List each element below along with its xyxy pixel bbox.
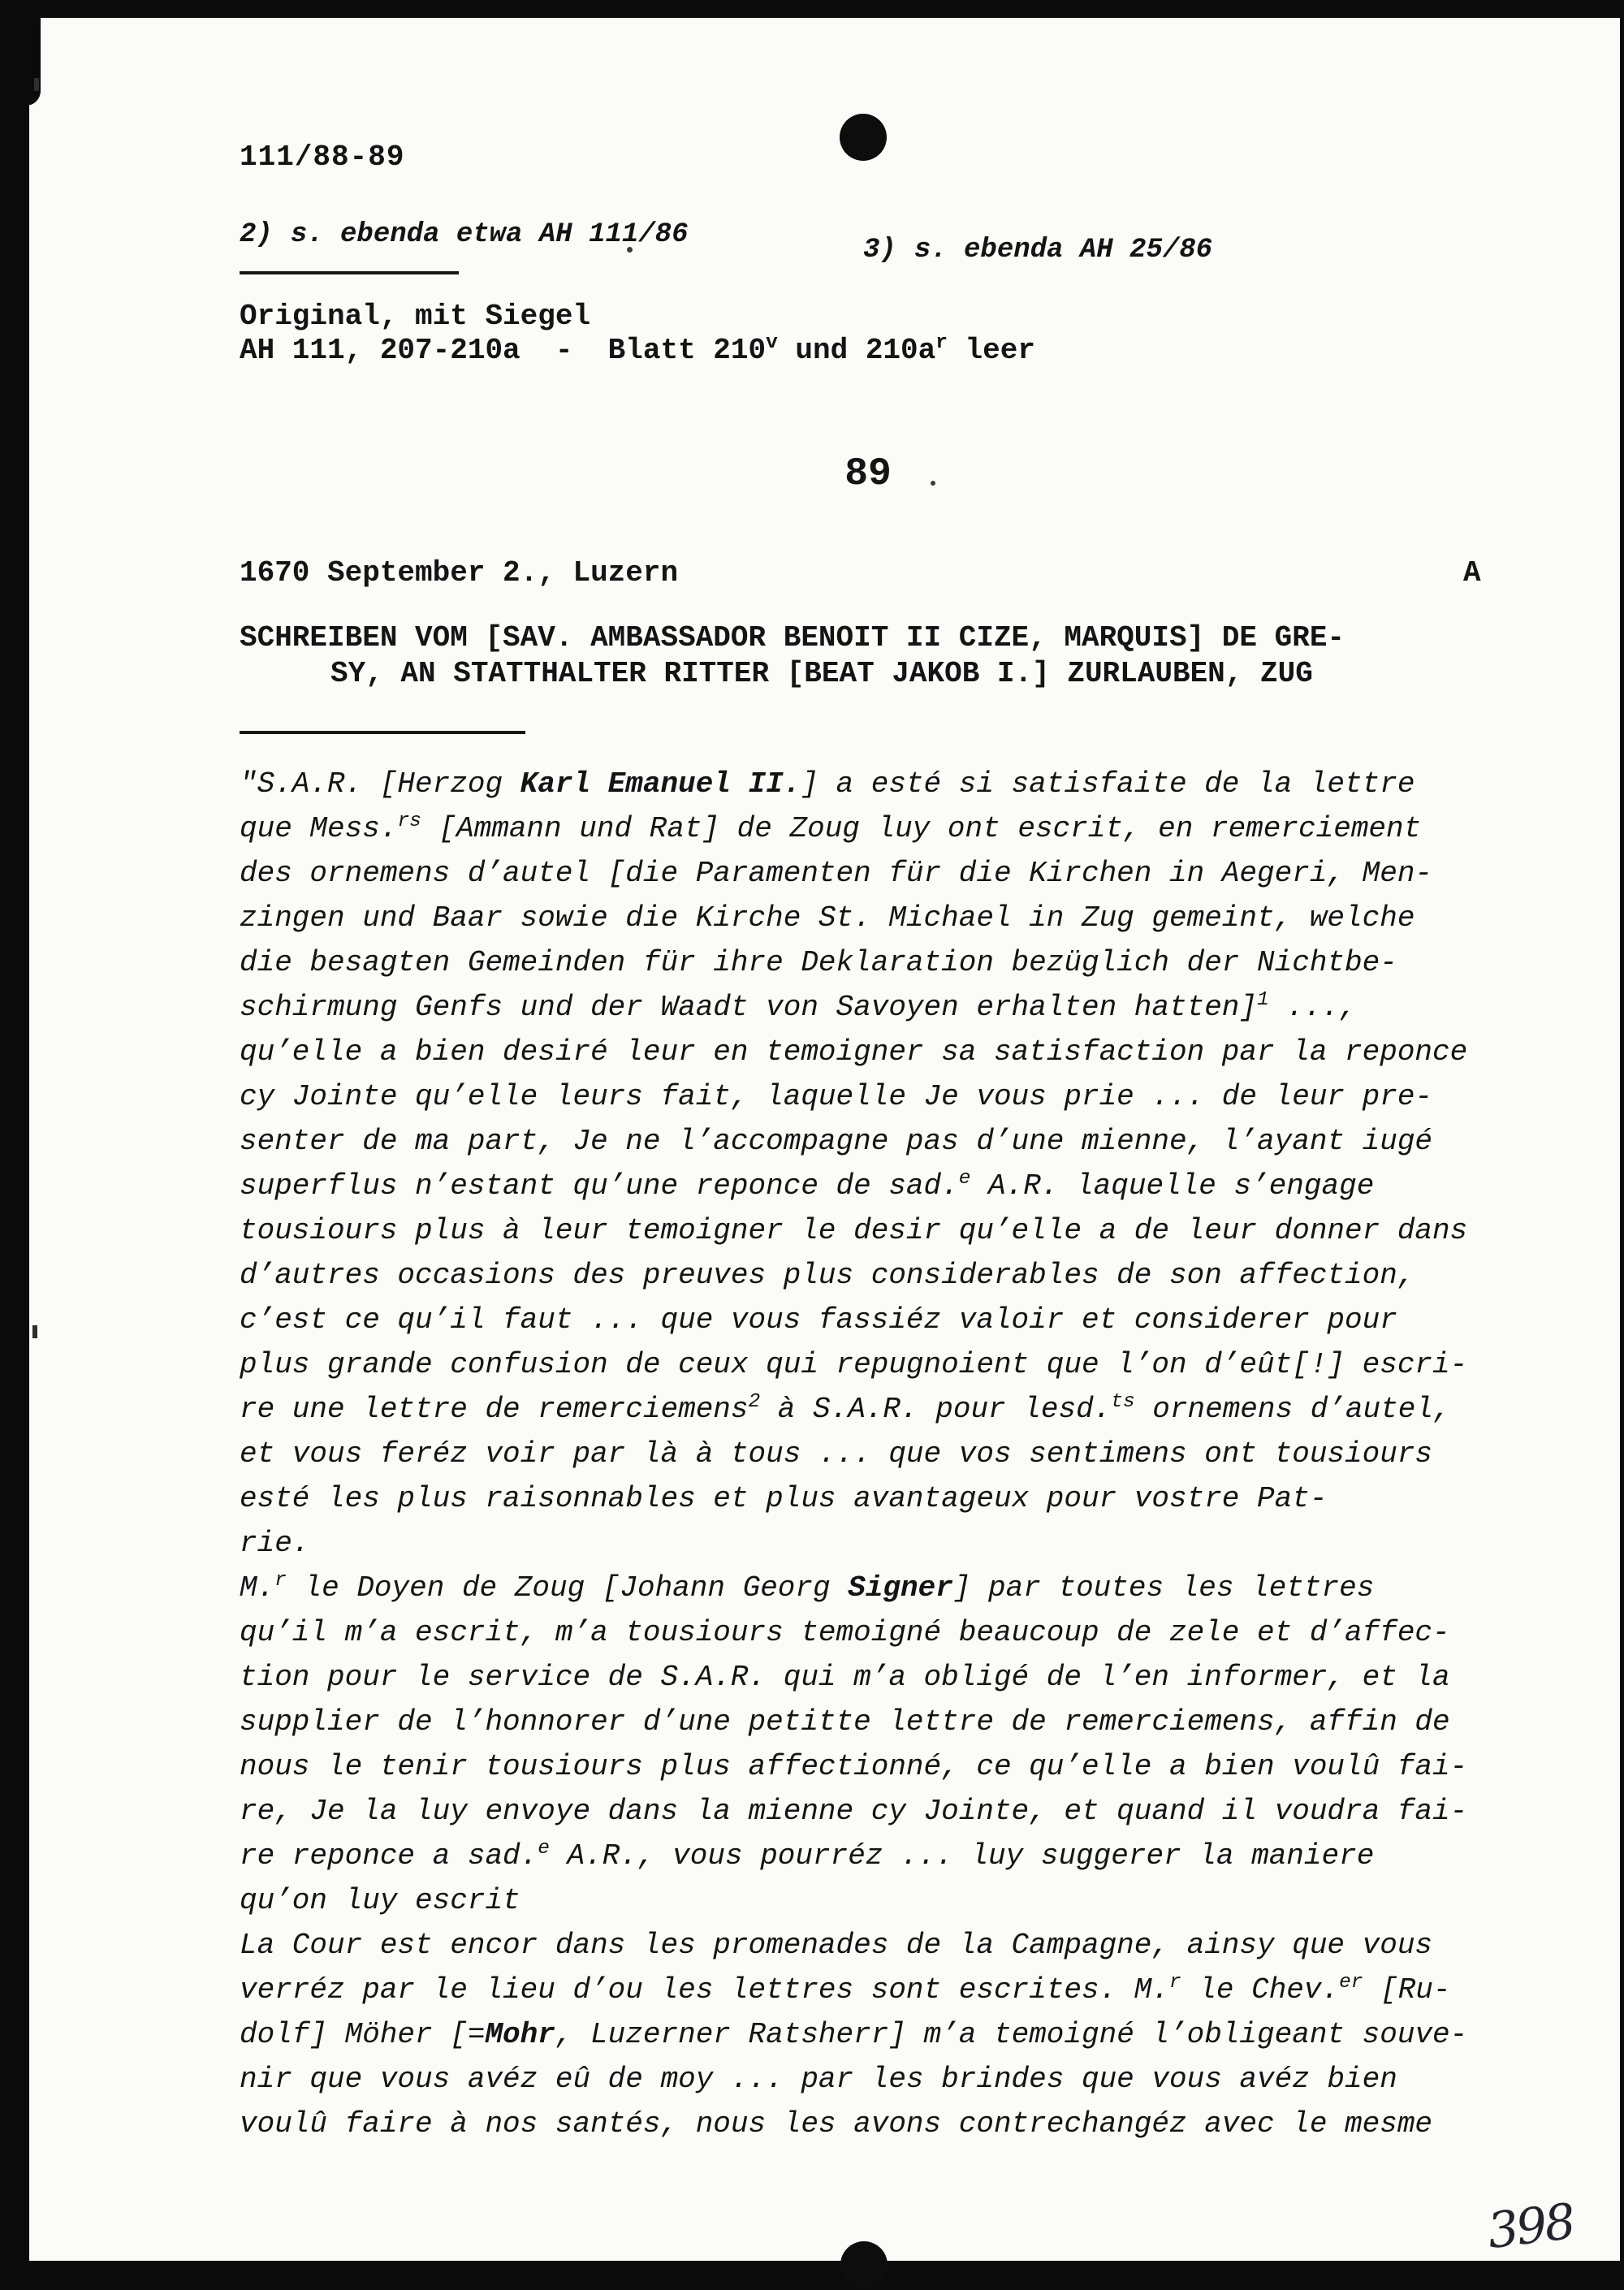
body-text-line: tion pour le service de S.A.R. qui m’a obligé de l’en informer, et la (240, 1661, 1450, 1694)
body-text-line: et vous feréz voir par là à tous ... que vos sentimens ont tousiours (240, 1437, 1433, 1471)
footnote-3-text: s. ebenda AH 25/86 (914, 235, 1213, 266)
scan-artifact (32, 1325, 37, 1338)
body-text-line: re reponce a sad.$^e$ A.R., vous pourréz ... luy suggerer la maniere (240, 1837, 1375, 1873)
body-text-line: voulû faire à nos santés, nous les avons contrechangéz avec le mesme (240, 2107, 1433, 2141)
body-text-line: die besagten Gemeinden für ihre Deklaration bezüglich der Nichtbe- (240, 946, 1397, 979)
body-text-line: tousiours plus à leur temoigner le desir qu’elle a de leur donner dans (240, 1214, 1468, 1247)
body-text-line: supplier de l’honnorer d’une petitte lettre de remerciemens, affin de (240, 1705, 1450, 1739)
scan-edge-bottom (0, 2261, 1624, 2290)
body-text-line: qu’on luy escrit (240, 1884, 520, 1917)
horizontal-rule-top (240, 271, 459, 274)
body-text-line: schirmung Genfs und der Waadt von Savoyen erhalten hatten]$^1$ ..., (240, 988, 1357, 1024)
body-text-line: senter de ma part, Je ne l’accompagne pas d’une mienne, l’ayant iugé (240, 1125, 1433, 1158)
archive-reference: AH 111, 207-210a - Blatt 210$^v$ und $210a^r$ leer (240, 331, 1035, 367)
body-text-line: rie. (240, 1527, 310, 1560)
footnote-3-label: 3) (863, 235, 896, 266)
scan-artifact (34, 78, 39, 91)
horizontal-rule-title (240, 731, 525, 734)
footnote-2 (240, 218, 689, 252)
footnote-3 (863, 234, 1212, 267)
scan-edge-right (1620, 0, 1624, 2290)
footnote-2-label: 2) (240, 219, 273, 251)
body-text-line: superflus n’estant qu’une reponce de sad.$^e$ A.R. laquelle s’engage (240, 1167, 1375, 1203)
body-text-line: d’autres occasions des preuves plus considerables de son affection, (240, 1259, 1415, 1292)
body-text-line: des ornemens d’autel [die Paramenten für die Kirchen in Aegeri, Men- (240, 857, 1433, 890)
body-text-line: cy Jointe qu’elle leurs fait, laquelle Je vous prie ... de leur pre- (240, 1080, 1433, 1113)
body-text-line: nir que vous avéz eû de moy ... par les brindes que vous avéz bien (240, 2063, 1397, 2096)
footnote-2-text: s. ebenda etwa AH 111/86 (290, 219, 689, 251)
body-text-line: "S.A.R. [Herzog Karl Emanuel II.] a esté si satisfaite de la lettre (240, 767, 1415, 801)
page-reference: 111/88-89 (240, 140, 405, 174)
body-text-line: que Mess.$^{rs}$ [Ammann und Rat] de Zoug luy ont escrit, en remerciement (240, 810, 1422, 845)
entry-title-line-2: SY, AN STATTHALTER RITTER [BEAT JAKOB I.] ZURLAUBEN, ZUG (330, 657, 1313, 690)
body-text-line: M.$^r$ le Doyen de Zoug [Johann Georg Signer] par toutes les lettres (240, 1569, 1375, 1605)
scan-edge-left (0, 0, 29, 2290)
scan-edge-top (0, 0, 1624, 18)
entry-siglum: A (1463, 556, 1481, 590)
body-text-line: La Cour est encor dans les promenades de la Campagne, ainsy que vous (240, 1929, 1433, 1962)
body-text-line: plus grande confusion de ceux qui repugnoient que l’on d’eût[!] escri- (240, 1348, 1468, 1381)
body-text-line: esté les plus raisonnables et plus avantageux pour vostre Pat- (240, 1482, 1328, 1515)
body-text-line: c’est ce qu’il faut ... que vous fassiéz valoir et considerer pour (240, 1303, 1397, 1337)
entry-number: 89 (844, 452, 892, 496)
body-text-line: dolf] Möher [=Mohr, Luzerner Ratsherr] m’a temoigné l’obligeant souve- (240, 2018, 1468, 2051)
punch-hole-mark-bottom (840, 2241, 888, 2288)
punch-hole-mark-top (840, 114, 887, 161)
body-text-line: verréz par le lieu d’ou les lettres sont escrites. M.$^r$ le Chev.$^{er}$ [Ru- (240, 1971, 1451, 2007)
body-text-line: nous le tenir tousiours plus affectionné, ce qu’elle a bien voulû fai- (240, 1750, 1468, 1783)
body-text-line: qu’il m’a escrit, m’a tousiours temoigné beaucoup de zele et d’affec- (240, 1616, 1450, 1649)
original-note: Original, mit Siegel (240, 300, 591, 333)
body-text-line: re, Je la luy envoye dans la mienne cy Jointe, et quand il voudra fai- (240, 1795, 1468, 1828)
body-text-line: re une lettre de remerciemens$^2$ à S.A.R. pour lesd.$^{ts}$ ornemens d’autel, (240, 1390, 1451, 1426)
entry-body-text (240, 762, 1522, 2146)
entry-title-line-1: SCHREIBEN VOM [SAV. AMBASSADOR BENOIT II CIZE, MARQUIS] DE GRE- (240, 621, 1345, 655)
footnotes-row (0, 203, 1624, 266)
body-text-line: qu’elle a bien desiré leur en temoigner sa satisfaction par la reponce (240, 1035, 1468, 1069)
entry-dateline: 1670 September 2., Luzern (240, 556, 679, 590)
body-text-line: zingen und Baar sowie die Kirche St. Michael in Zug gemeint, welche (240, 901, 1415, 935)
handwritten-page-number: 398 (1484, 2193, 1577, 2261)
